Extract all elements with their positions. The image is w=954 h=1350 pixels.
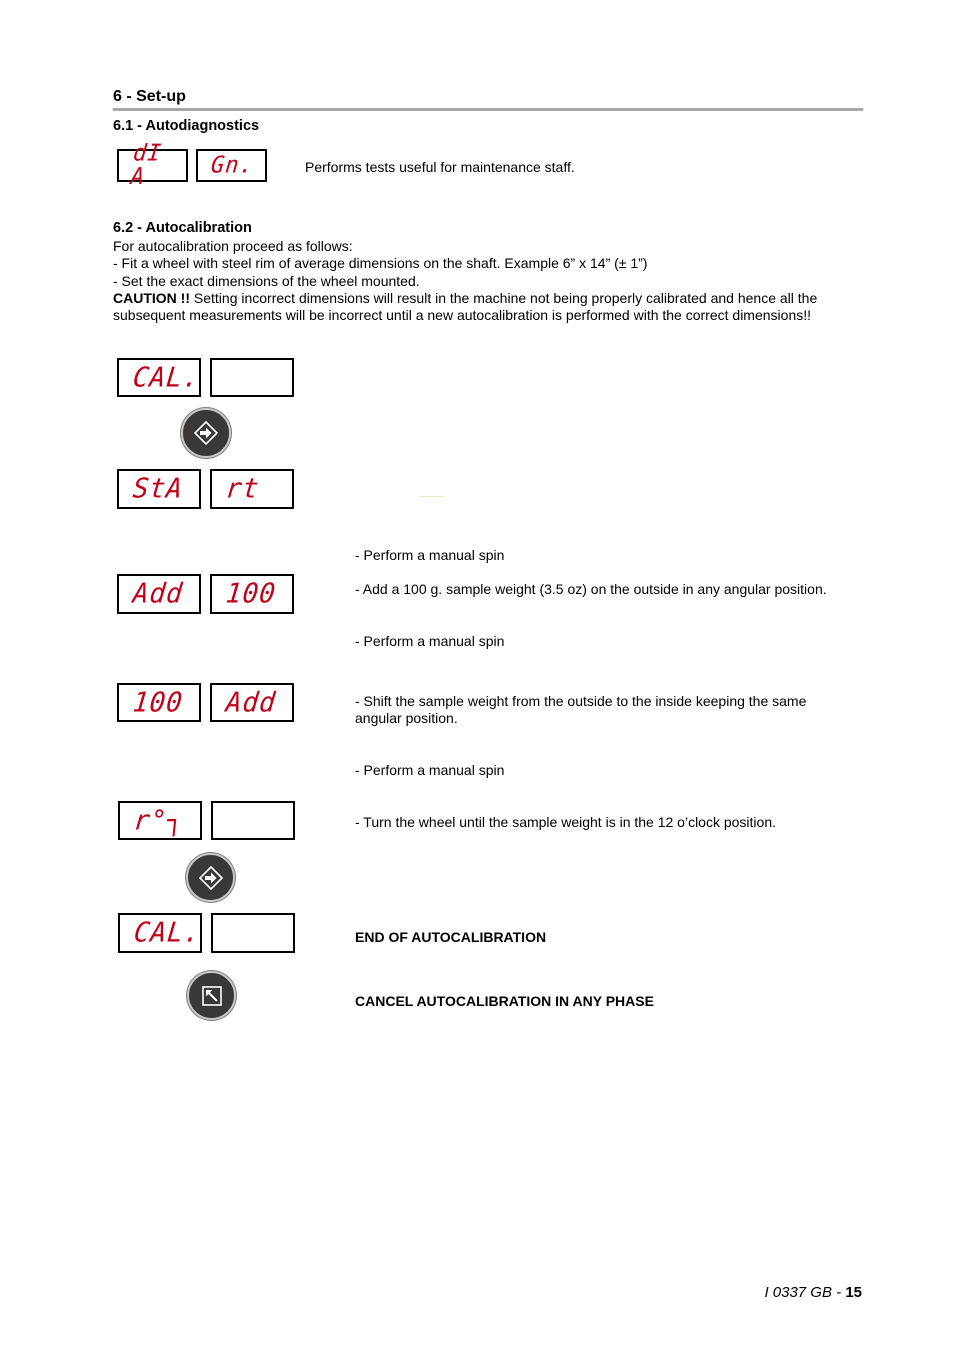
display-add-left	[117, 574, 201, 614]
display-start-right	[210, 469, 294, 509]
cancel-autocalibration-label: CANCEL AUTOCALIBRATION IN ANY PHASE	[355, 993, 654, 1009]
autocal-intro: For autocalibration proceed as follows:	[113, 238, 353, 254]
display-shift-left-text: 100	[131, 686, 185, 719]
display-rotate-left-text: r°┐	[132, 804, 186, 837]
spin-instruction-3: - Perform a manual spin	[355, 762, 505, 778]
diag-display-right	[196, 149, 267, 182]
display-start-left-text: StA	[131, 473, 185, 505]
enter-knob-button-2[interactable]	[186, 853, 235, 902]
autocal-step-set: - Set the exact dimensions of the wheel mounted.	[113, 272, 420, 289]
header-rule	[113, 108, 863, 111]
enter-knob-button-1[interactable]	[181, 408, 231, 458]
diag-display-left-text: dI A	[129, 140, 164, 190]
display-shift-left	[117, 683, 201, 722]
display-end-left	[118, 913, 202, 953]
caution-text: Setting incorrect dimensions will result in the machine not being properly calibrated and hence all the subsequent measurements will be incorrect until a new autocalibration is performed with the correct dimensions!!	[113, 289, 818, 324]
diag-description: Performs tests useful for maintenance staff.	[305, 159, 575, 175]
display-start-left	[117, 469, 201, 509]
enter-knob-icon	[198, 865, 224, 891]
diag-display-left	[117, 140, 188, 190]
autocalibration-instructions	[113, 238, 858, 324]
display-end-left-text: CAL.	[132, 917, 203, 949]
caution-label: CAUTION !!	[113, 289, 190, 306]
display-shift-right	[210, 683, 294, 722]
display-start-right-text: rt	[224, 473, 261, 505]
page-footer	[764, 1284, 862, 1301]
autocal-step-fit: - Fit a wheel with steel rim of average dimensions on the shaft. Example 6” x 14” (± 1”)	[113, 255, 648, 272]
doc-code: I 0337 GB -	[764, 1284, 846, 1301]
display-cal-left-text: CAL.	[131, 361, 202, 394]
enter-knob-icon	[193, 420, 219, 446]
end-autocalibration-label: END OF AUTOCALIBRATION	[355, 929, 547, 945]
faint-mark	[420, 496, 444, 497]
escape-knob-icon	[200, 984, 224, 1008]
autocal-caution	[113, 290, 858, 325]
section-title: 6 - Set-up	[113, 88, 186, 105]
display-end-right	[211, 913, 295, 953]
spin-instruction-2: - Perform a manual spin	[355, 633, 505, 649]
autodiagnostics-title: 6.1 - Autodiagnostics	[113, 118, 260, 134]
display-rotate-left	[118, 801, 202, 840]
add-weight-instruction: - Add a 100 g. sample weight (3.5 oz) on the outside in any angular position.	[355, 581, 827, 597]
spin-instruction-1: - Perform a manual spin	[355, 547, 505, 563]
autocalibration-title: 6.2 - Autocalibration	[113, 220, 252, 236]
display-add-right-text: 100	[224, 578, 278, 610]
display-rotate-right	[211, 801, 295, 840]
escape-knob-button[interactable]	[187, 971, 236, 1020]
display-cal-right	[210, 358, 294, 397]
turn-wheel-instruction: - Turn the wheel until the sample weight is in the 12 o’clock position.	[355, 814, 777, 830]
display-add-left-text: Add	[131, 578, 185, 610]
diag-display-right-text: Gn.	[209, 151, 256, 179]
display-cal-left	[117, 358, 201, 397]
page-number: 15	[845, 1284, 862, 1301]
display-shift-right-text: Add	[224, 686, 278, 719]
shift-weight-instruction: - Shift the sample weight from the outside to the inside keeping the same angular position.	[355, 693, 807, 727]
display-add-right	[210, 574, 294, 614]
